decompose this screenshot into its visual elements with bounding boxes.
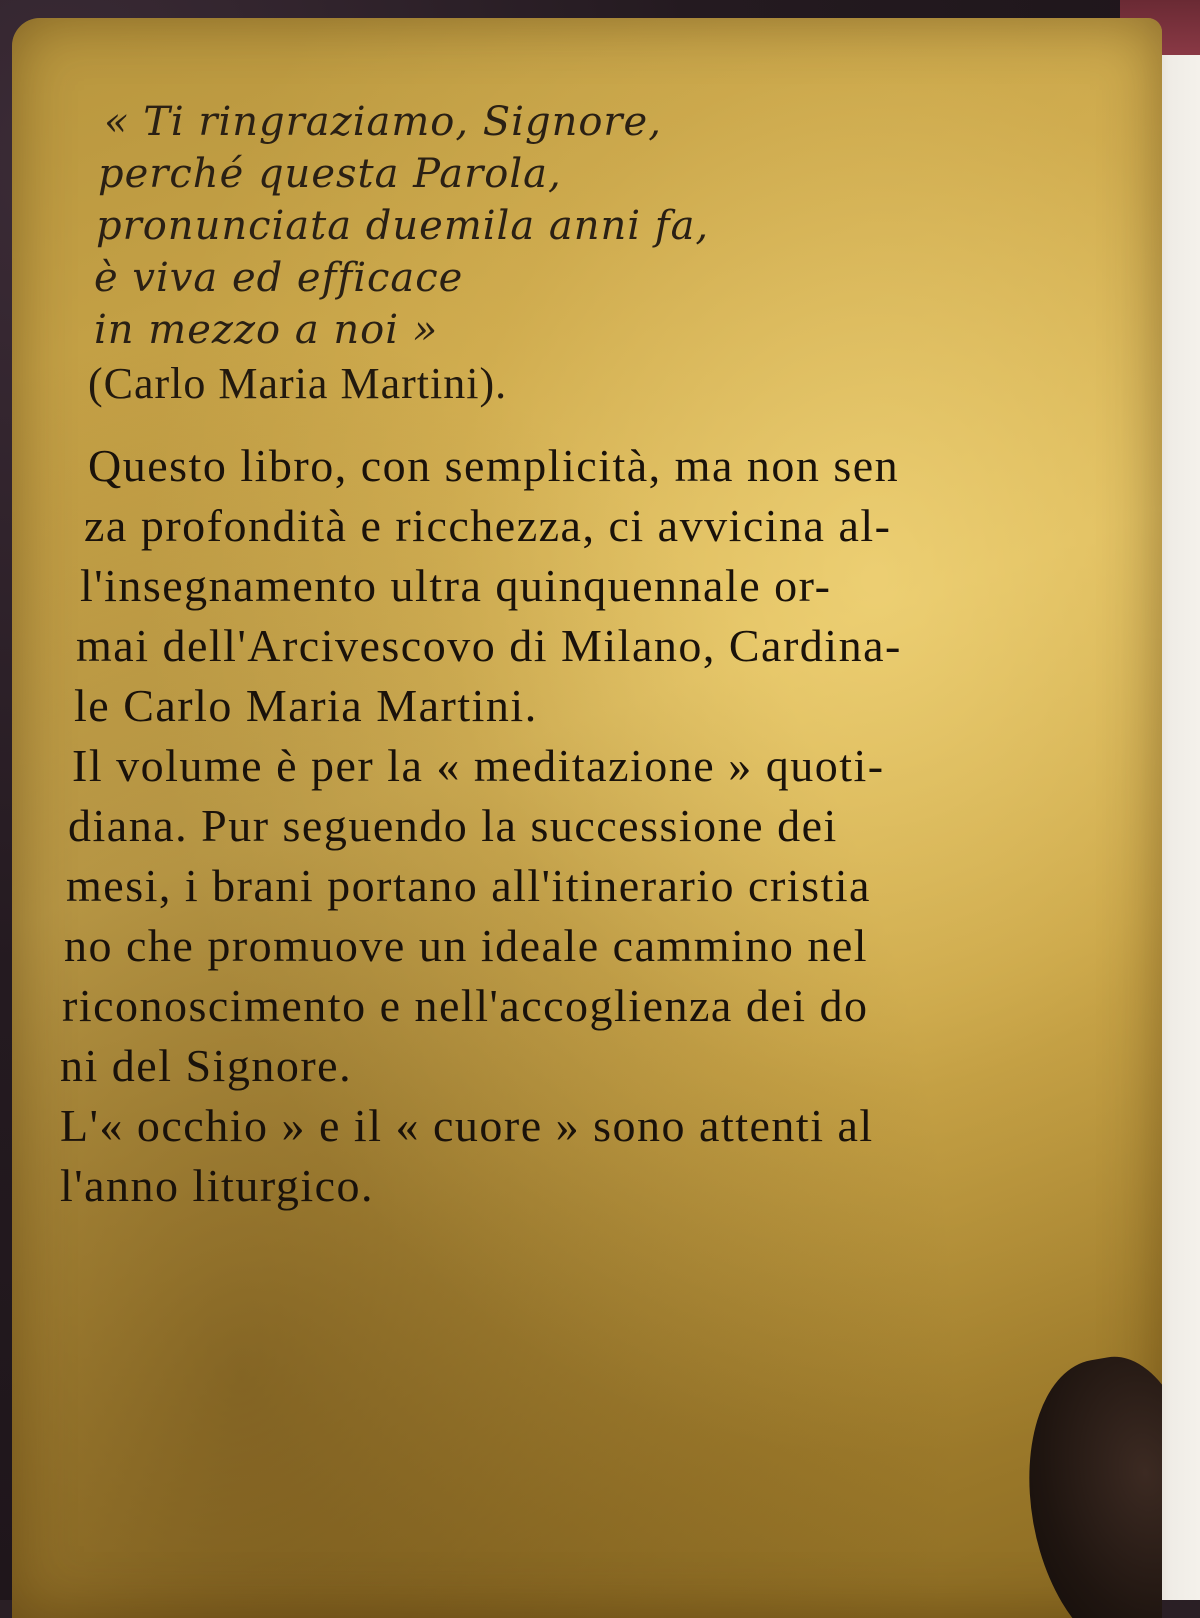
- book-back-cover: [12, 18, 1162, 1618]
- quote-line: « Ti ringraziamo, Signore,: [104, 99, 662, 145]
- quote-line: in mezzo a noi »: [94, 307, 439, 353]
- description-line: ni del Signore.: [60, 1040, 353, 1091]
- description-line: riconoscimento e nell'accoglienza dei do: [62, 980, 869, 1031]
- quote-line: pronunciata duemila anni fa,: [96, 203, 710, 249]
- description-line: l'insegnamento ultra quinquennale or-: [80, 560, 832, 611]
- quote-attribution: (Carlo Maria Martini).: [88, 359, 508, 408]
- description-line: l'anno liturgico.: [60, 1160, 375, 1211]
- description-line: Il volume è per la « meditazione » quoti-: [72, 740, 885, 791]
- description-line: Questo libro, con semplicità, ma non sen: [88, 440, 900, 491]
- description-line: za profondità e ricchezza, ci avvicina al-: [84, 500, 892, 551]
- description-line: le Carlo Maria Martini.: [74, 680, 538, 731]
- quote-line: perché questa Parola,: [98, 151, 562, 197]
- description-line: no che promuove un ideale cammino nel: [64, 920, 869, 971]
- quote-line: è viva ed efficace: [94, 255, 464, 301]
- description-line: mesi, i brani portano all'itinerario cristia: [66, 860, 871, 911]
- cover-text: [60, 96, 1070, 1216]
- description-line: diana. Pur seguendo la successione dei: [68, 800, 838, 851]
- description-line: mai dell'Arcivescovo di Milano, Cardina-: [76, 620, 902, 671]
- thumb: [1007, 1346, 1162, 1618]
- description-line: L'« occhio » e il « cuore » sono attenti al: [60, 1100, 874, 1151]
